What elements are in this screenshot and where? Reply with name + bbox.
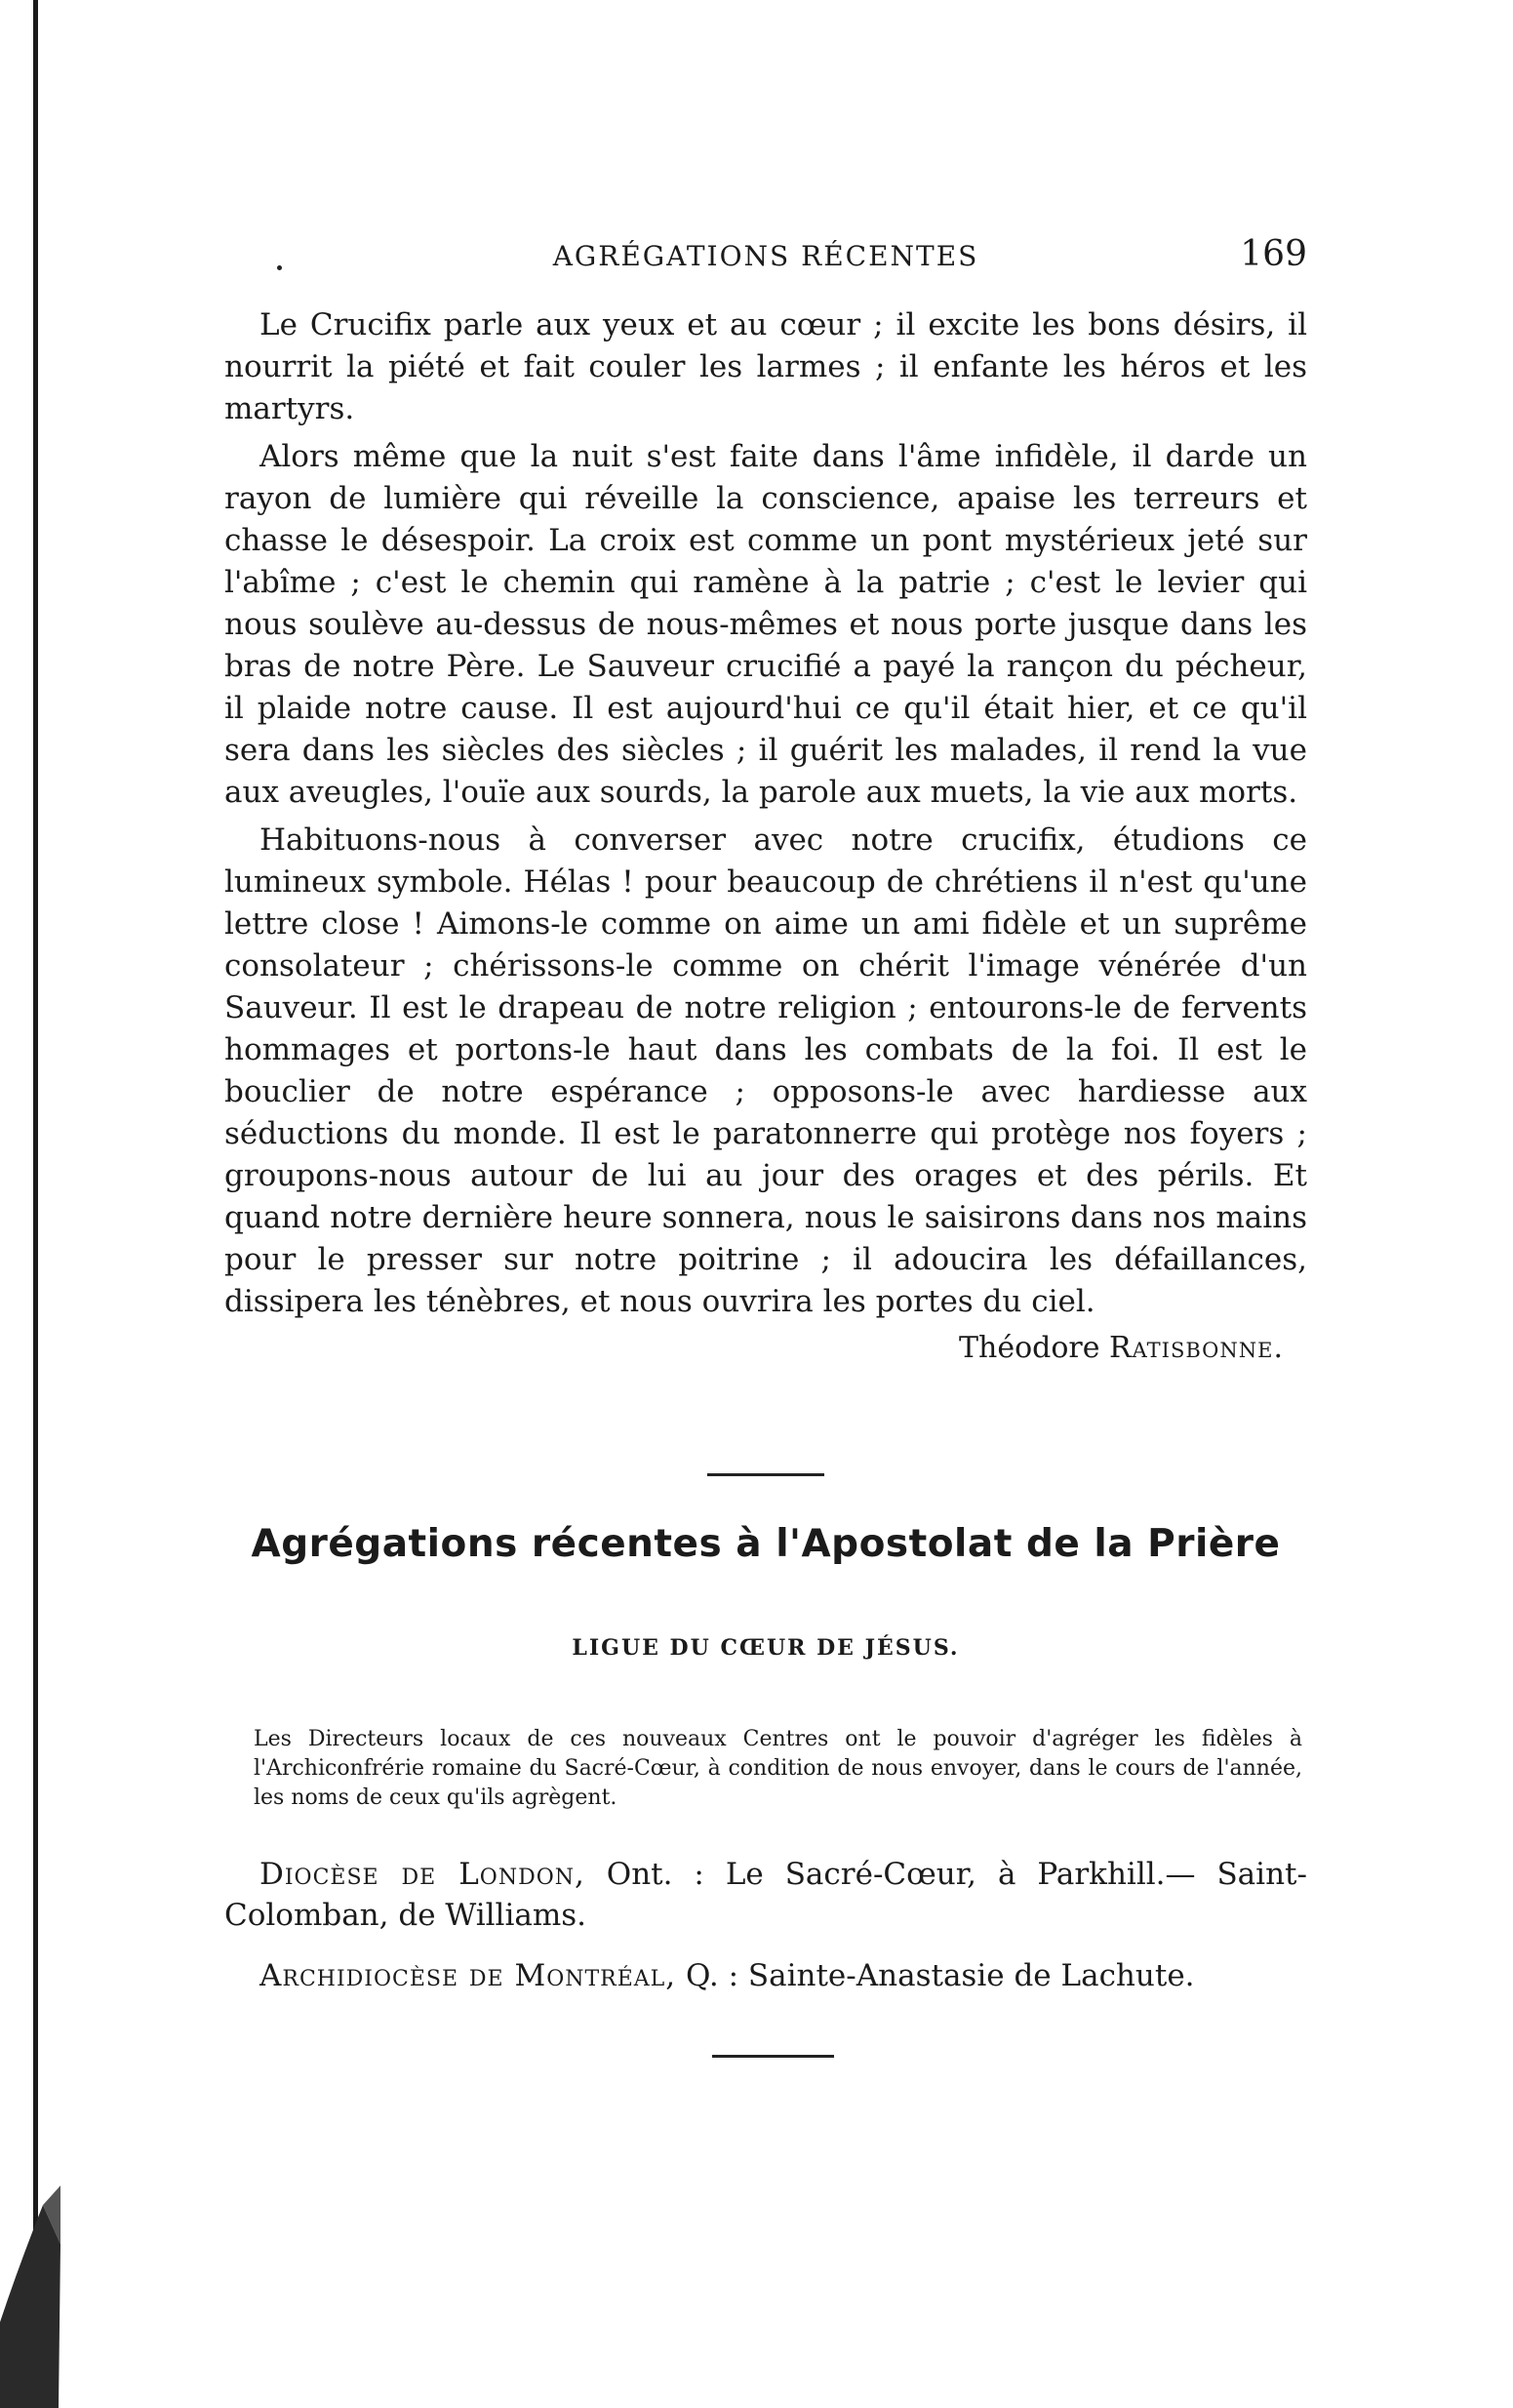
crucifix-text	[224, 304, 1307, 1369]
page-binding-edge	[0, 0, 60, 2408]
running-head	[224, 236, 1307, 275]
section-subtitle: LIGUE DU CŒUR DE JÉSUS.	[572, 1635, 960, 1661]
directors-notice: Les Directeurs locaux de ces nouveaux Centres ont le pouvoir d'agréger les fidèles à l'Archiconfrérie romaine du Sacré-Cœur, à condition de nous envoyer, dans le cours de l'année, les noms de ceux qu'ils agrègent.	[254, 1727, 1302, 1810]
author-signature	[224, 1327, 1307, 1369]
end-divider	[712, 2055, 834, 2058]
author-first-name: Théodore	[958, 1331, 1100, 1365]
entry-details: Q. : Sainte-Anastasie de Lachute.	[686, 1958, 1195, 1993]
book-page	[224, 0, 1307, 2408]
section-title: Agrégations récentes à l'Apostolat de la Prière	[251, 1522, 1281, 1566]
paragraph-1: Le Crucifix parle aux yeux et au cœur ; il excite les bons désirs, il nourrit la piété et fait couler les larmes ; il enfante les héros et les martyrs.	[224, 307, 1307, 426]
entry-details: Ont. : Le Sacré-Cœur, à Parkhill.— Saint-Colomban, de Williams.	[224, 1857, 1307, 1933]
running-title: AGRÉGATIONS RÉCENTES	[552, 240, 979, 272]
paragraph-2: Alors même que la nuit s'est faite dans l'âme infidèle, il darde un rayon de lumière qui réveille la conscience, apaise les terreurs et chasse le désespoir. La croix est comme un pont mystérieux jeté sur l'abîme ; c'est le chemin qui ramène à la patrie ; c'est le levier qui nous soulève au-dessus de nous-mêmes et nous porte jusque dans les bras de notre Père. Le Sauveur crucifié a payé la rançon du pécheur, il plaide notre cause. Il est aujourd'hui ce qu'il était hier, et ce qu'il sera dans les siècles des siècles ; il guérit les malades, il rend la vue aux aveugles, l'ouïe aux sourds, la parole aux muets, la vie aux morts.	[224, 439, 1307, 810]
entry-place: Archidiocèse de Montréal,	[259, 1958, 677, 1993]
entry-archdiocese-montreal	[224, 1955, 1307, 1996]
section-divider	[707, 1473, 824, 1476]
author-last-name: Ratisbonne.	[1109, 1331, 1284, 1365]
page-number: 169	[1240, 234, 1307, 274]
entry-place: Diocèse de London,	[259, 1857, 585, 1892]
entry-diocese-london	[224, 1854, 1307, 1936]
paragraph-3: Habituons-nous à converser avec notre crucifix, étudions ce lumineux symbole. Hélas ! pour beaucoup de chrétiens il n'est qu'une lettre close ! Aimons-le comme on aime un ami fidèle et un suprême consolateur ; chérissons-le comme on chérit l'image vénérée d'un Sauveur. Il est le drapeau de notre religion ; entourons-le de fervents hommages et portons-le haut dans les combats de la foi. Il est le bouclier de notre espérance ; opposons-le avec hardiesse aux séductions du monde. Il est le paratonnerre qui protège nos foyers ; groupons-nous autour de lui au jour des orages et des périls. Et quand notre dernière heure sonnera, nous le saisirons dans nos mains pour le presser sur notre poitrine ; il adoucira les défaillances, dissipera les ténèbres, et nous ouvrira les portes du ciel.	[224, 823, 1307, 1319]
aggregation-entries	[224, 1854, 1307, 2016]
